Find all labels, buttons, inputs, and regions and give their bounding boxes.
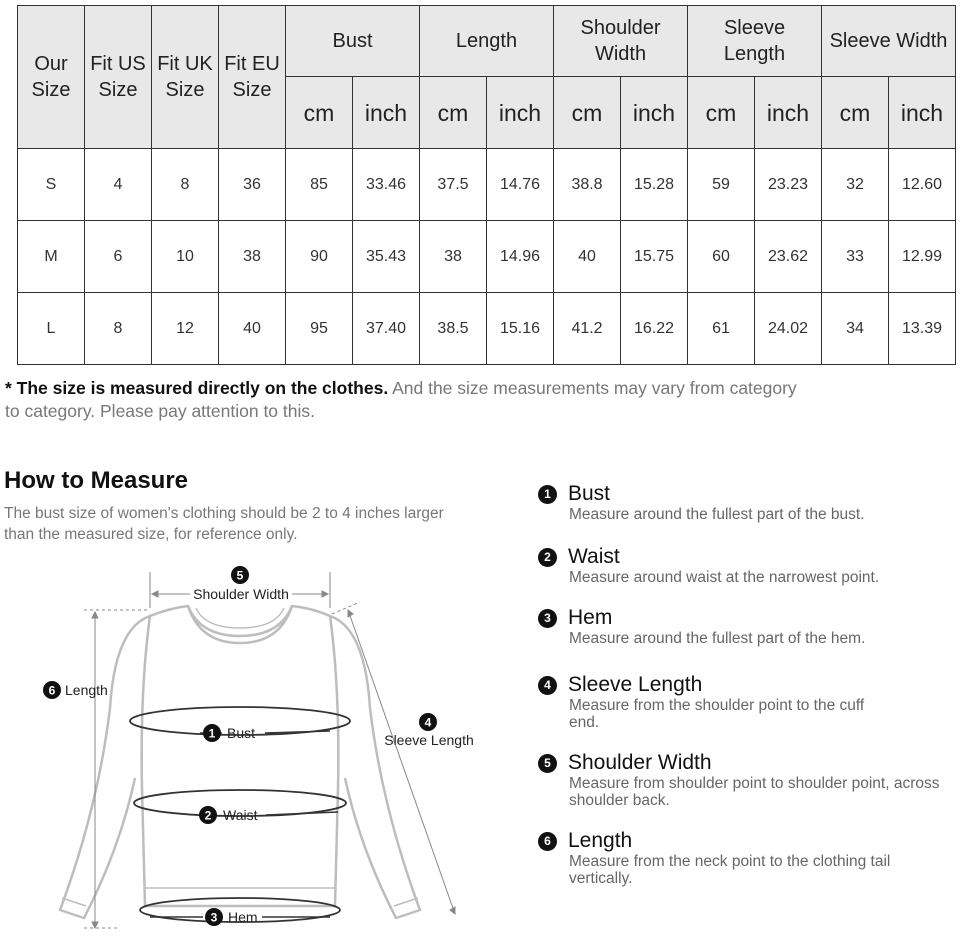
header-fit-uk — [152, 6, 219, 149]
unit-cm: cm — [822, 77, 889, 149]
num-badge-icon: 6 — [538, 832, 557, 851]
table-cell: 38 — [219, 221, 286, 293]
table-cell: L — [18, 293, 85, 365]
legend-item-shoulder-width — [538, 751, 958, 809]
table-cell: 41.2 — [554, 293, 621, 365]
table-cell: 35.43 — [353, 221, 420, 293]
legend-item-sleeve-length — [538, 673, 958, 731]
header-sleeve-length-label: Sleeve Length — [723, 17, 786, 65]
unit-inch: inch — [487, 77, 554, 149]
sweater-outline — [60, 606, 420, 918]
table-cell: 61 — [688, 293, 755, 365]
table-cell: 13.39 — [889, 293, 956, 365]
header-length: Length — [420, 6, 554, 77]
header-shoulder-width-label: Shoulder Width — [580, 17, 661, 65]
table-cell: 6 — [85, 221, 152, 293]
table-cell: 4 — [85, 149, 152, 221]
table-cell: 14.96 — [487, 221, 554, 293]
size-chart-table — [17, 5, 956, 365]
table-cell: 33.46 — [353, 149, 420, 221]
header-shoulder-width — [554, 6, 688, 77]
unit-inch: inch — [889, 77, 956, 149]
table-cell: S — [18, 149, 85, 221]
header-sleeve-width: Sleeve Width — [822, 6, 956, 77]
unit-inch: inch — [353, 77, 420, 149]
header-fit-eu-label: Fit EU Size — [224, 53, 280, 101]
table-cell: 8 — [85, 293, 152, 365]
table-cell: 85 — [286, 149, 353, 221]
table-cell: 33 — [822, 221, 889, 293]
header-fit-eu — [219, 6, 286, 149]
legend-item-hem — [538, 606, 958, 647]
diagram-label-shoulder-width: Shoulder Width — [193, 586, 289, 602]
header-our-size — [18, 6, 85, 149]
table-cell: 38.8 — [554, 149, 621, 221]
diagram-label-length: Length — [65, 682, 108, 698]
size-note — [5, 377, 805, 423]
svg-text:3: 3 — [210, 910, 218, 925]
table-cell: 60 — [688, 221, 755, 293]
unit-inch: inch — [621, 77, 688, 149]
table-cell: 23.23 — [755, 149, 822, 221]
header-fit-us — [85, 6, 152, 149]
table-cell: 34 — [822, 293, 889, 365]
sweater-measure-diagram — [0, 548, 500, 941]
table-cell: 24.02 — [755, 293, 822, 365]
table-cell: 12.99 — [889, 221, 956, 293]
header-fit-us-label: Fit US Size — [90, 53, 146, 101]
legend-text: Measure around waist at the narrowest point. — [569, 569, 880, 586]
svg-text:4: 4 — [424, 715, 432, 730]
legend-title: Shoulder Width — [568, 751, 712, 774]
num-badge-icon: 5 — [538, 754, 557, 773]
legend-item-waist — [538, 545, 958, 586]
table-cell: 8 — [152, 149, 219, 221]
num-badge-icon: 3 — [538, 609, 557, 628]
table-cell: 15.16 — [487, 293, 554, 365]
unit-cm: cm — [286, 77, 353, 149]
table-cell: 59 — [688, 149, 755, 221]
table-cell: 40 — [554, 221, 621, 293]
table-cell: 32 — [822, 149, 889, 221]
table-row — [18, 149, 956, 221]
svg-text:2: 2 — [204, 808, 212, 823]
legend-title: Length — [568, 829, 633, 852]
how-to-measure-description: The bust size of women's clothing should be 2 to 4 inches larger than the measured size, for reference only. — [4, 505, 444, 543]
legend-item-bust — [538, 482, 958, 523]
table-cell: 16.22 — [621, 293, 688, 365]
legend-text: Measure from the neck point to the clothing tail vertically. — [569, 853, 891, 887]
table-cell: 40 — [219, 293, 286, 365]
table-row — [18, 221, 956, 293]
table-cell: 15.28 — [621, 149, 688, 221]
table-cell: 23.62 — [755, 221, 822, 293]
size-note-bold: * The size is measured directly on the clothes. — [5, 378, 389, 398]
diagram-labels — [43, 566, 474, 926]
legend-title: Sleeve Length — [568, 673, 703, 696]
table-cell: 95 — [286, 293, 353, 365]
table-cell: 12 — [152, 293, 219, 365]
diagram-label-hem: Hem — [228, 909, 258, 925]
svg-text:5: 5 — [236, 568, 244, 583]
how-to-measure-title: How to Measure — [4, 467, 189, 494]
table-cell: 15.75 — [621, 221, 688, 293]
legend-item-length — [538, 829, 958, 887]
table-cell: 37.5 — [420, 149, 487, 221]
diagram-label-bust: Bust — [227, 725, 256, 741]
table-cell: 10 — [152, 221, 219, 293]
table-row — [18, 293, 956, 365]
legend-text: Measure from shoulder point to shoulder point, across shoulder back. — [569, 775, 940, 809]
legend-title: Bust — [568, 482, 611, 505]
unit-cm: cm — [688, 77, 755, 149]
header-our-size-label: Our Size — [31, 53, 71, 101]
unit-cm: cm — [420, 77, 487, 149]
legend-text: Measure around the fullest part of the bust. — [569, 506, 865, 523]
table-cell: 14.76 — [487, 149, 554, 221]
table-cell: 38.5 — [420, 293, 487, 365]
unit-cm: cm — [554, 77, 621, 149]
table-cell: 12.60 — [889, 149, 956, 221]
header-sleeve-length — [688, 6, 822, 77]
legend-text: Measure from the shoulder point to the cuff end. — [569, 697, 865, 731]
legend-text: Measure around the fullest part of the hem. — [569, 630, 866, 647]
table-cell: 37.40 — [353, 293, 420, 365]
table-cell: 36 — [219, 149, 286, 221]
table-cell: 38 — [420, 221, 487, 293]
header-fit-uk-label: Fit UK Size — [157, 53, 213, 101]
table-cell: M — [18, 221, 85, 293]
num-badge-icon: 4 — [538, 676, 557, 695]
svg-text:6: 6 — [48, 683, 56, 698]
table-cell: 90 — [286, 221, 353, 293]
legend-title: Hem — [568, 606, 613, 629]
num-badge-icon: 1 — [538, 485, 557, 504]
size-note-rest: And the size measurements may vary from category to category. Please pay attention to this. — [5, 378, 797, 421]
svg-text:1: 1 — [208, 726, 216, 741]
dimension-lines — [84, 572, 455, 928]
header-bust: Bust — [286, 6, 420, 77]
diagram-label-sleeve-length: Sleeve Length — [384, 732, 474, 748]
diagram-label-waist: Waist — [223, 807, 258, 823]
legend-title: Waist — [568, 545, 620, 568]
unit-inch: inch — [755, 77, 822, 149]
num-badge-icon: 2 — [538, 548, 557, 567]
